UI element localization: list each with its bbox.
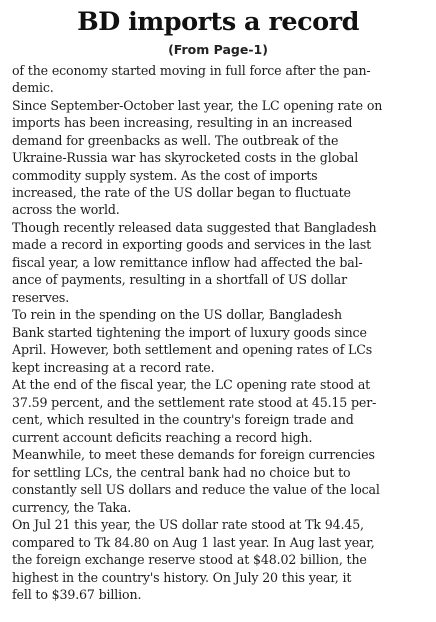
body-line: At the end of the fiscal year, the LC opening rate stood at xyxy=(12,377,371,392)
body-line: the foreign exchange reserve stood at $48.02 billion, the xyxy=(12,552,367,567)
body-line: demand for greenbacks as well. The outbreak of the xyxy=(12,133,339,148)
body-line: current account deficits reaching a record high. xyxy=(12,430,313,445)
body-line: imports has been increasing, resulting in an increased xyxy=(12,115,353,130)
body-line: Since September-October last year, the LC opening rate on xyxy=(12,98,383,113)
body-line: fiscal year, a low remittance inflow had affected the bal- xyxy=(12,255,363,270)
body-line: demic. xyxy=(12,80,54,95)
body-line: cent, which resulted in the country's foreign trade and xyxy=(12,412,354,427)
body-line: constantly sell US dollars and reduce the value of the local xyxy=(12,482,380,497)
body-line: across the world. xyxy=(12,202,120,217)
body-line: Ukraine-Russia war has skyrocketed costs in the global xyxy=(12,150,359,165)
body-line: for settling LCs, the central bank had no choice but to xyxy=(12,465,351,480)
body-line: compared to Tk 84.80 on Aug 1 last year. In Aug last year, xyxy=(12,535,375,550)
body-line: fell to $39.67 billion. xyxy=(12,587,142,602)
body-line: To rein in the spending on the US dollar, Bangladesh xyxy=(12,307,342,322)
body-line: 37.59 percent, and the settlement rate stood at 45.15 per- xyxy=(12,395,377,410)
headline: BD imports a record xyxy=(77,7,359,37)
body-line: made a record in exporting goods and services in the last xyxy=(12,237,372,252)
body-line: increased, the rate of the US dollar began to fluctuate xyxy=(12,185,351,200)
body-line: On Jul 21 this year, the US dollar rate stood at Tk 94.45, xyxy=(12,517,364,532)
body-line: April. However, both settlement and opening rates of LCs xyxy=(12,342,373,357)
body-line: currency, the Taka. xyxy=(12,500,132,515)
body-line: commodity supply system. As the cost of imports xyxy=(12,168,318,183)
body-line: Bank started tightening the import of luxury goods since xyxy=(12,325,367,340)
body-line: ance of payments, resulting in a shortfall of US dollar xyxy=(12,272,348,287)
body-line: Meanwhile, to meet these demands for foreign currencies xyxy=(12,447,375,462)
body-line: of the economy started moving in full force after the pan- xyxy=(12,63,371,78)
body-line: Though recently released data suggested that Bangladesh xyxy=(12,220,377,235)
body-line: highest in the country's history. On July 20 this year, it xyxy=(12,570,352,585)
body-line: kept increasing at a record rate. xyxy=(12,360,215,375)
body-line: reserves. xyxy=(12,290,70,305)
continuation-label: (From Page-1) xyxy=(168,42,268,57)
